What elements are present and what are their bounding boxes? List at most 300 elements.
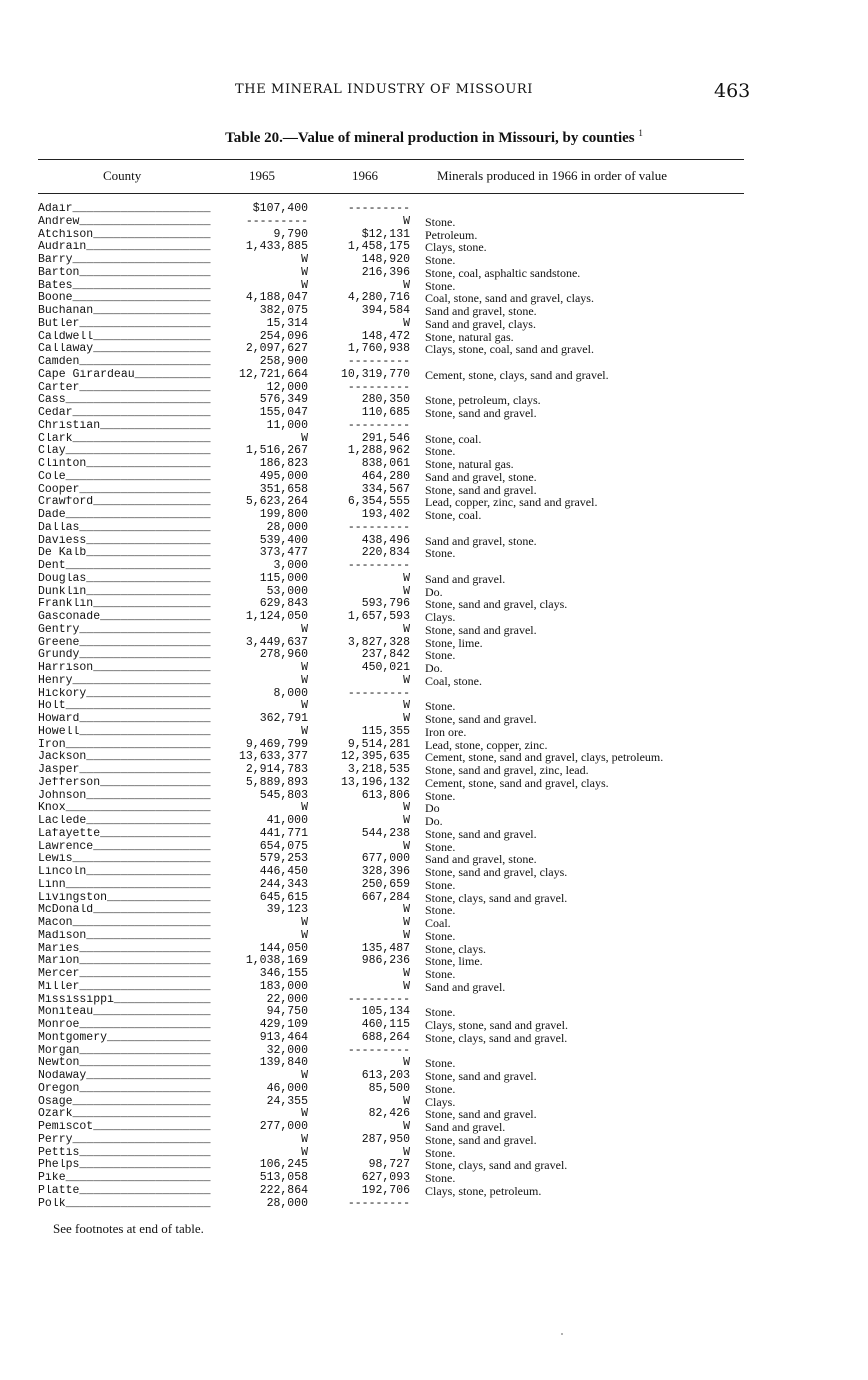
value-1966-cell: 85,500 bbox=[368, 1081, 410, 1095]
county-cell: Cole_____________________ bbox=[38, 470, 211, 483]
header-rule bbox=[38, 193, 744, 194]
county-cell: Grundy___________________ bbox=[38, 649, 211, 662]
county-cell: Andrew___________________ bbox=[38, 215, 211, 228]
col-header-1966: 1966 bbox=[352, 168, 378, 183]
table-row bbox=[0, 662, 868, 675]
table-row bbox=[0, 318, 868, 331]
county-cell: Johnson__________________ bbox=[38, 789, 211, 802]
minerals-cell: Cement, stone, sand and gravel, clays. bbox=[425, 775, 609, 790]
minerals-cell: Clays, stone. bbox=[425, 240, 487, 255]
value-1965-cell: 654,075 bbox=[259, 839, 308, 853]
minerals-cell: Stone, coal. bbox=[425, 508, 482, 522]
table-row bbox=[0, 509, 868, 522]
county-cell: Barton___________________ bbox=[38, 266, 211, 279]
minerals-cell: Stone, natural gas. bbox=[425, 329, 514, 344]
minerals-cell: Stone. bbox=[425, 1171, 456, 1185]
value-1965-cell: 139,840 bbox=[259, 1056, 308, 1070]
value-1966-cell: 3,218,535 bbox=[347, 763, 410, 776]
minerals-cell: Clays. bbox=[425, 1094, 456, 1109]
value-1965-cell: 9,790 bbox=[273, 227, 308, 241]
minerals-cell: Stone, clays, sand and gravel. bbox=[425, 1030, 568, 1045]
table-row bbox=[0, 917, 868, 930]
table-row bbox=[0, 573, 868, 586]
minerals-cell: Stone, sand and gravel, clays. bbox=[425, 865, 568, 879]
value-1965-cell: 106,245 bbox=[259, 1158, 308, 1172]
col-header-county: County bbox=[103, 168, 142, 183]
value-1965-cell: 441,771 bbox=[259, 826, 308, 840]
value-1966-cell: W bbox=[403, 316, 410, 330]
minerals-cell: Sand and gravel, stone. bbox=[425, 533, 537, 548]
value-1965-cell: W bbox=[301, 1107, 308, 1121]
county-cell: Platte___________________ bbox=[38, 1184, 211, 1197]
value-1965-cell: 199,800 bbox=[259, 508, 308, 521]
county-cell: Clark____________________ bbox=[38, 432, 211, 445]
county-cell: Boone____________________ bbox=[38, 292, 211, 305]
value-1965-cell: --------- bbox=[245, 214, 308, 228]
county-cell: Christian________________ bbox=[38, 419, 211, 432]
value-1965-cell: 495,000 bbox=[259, 469, 308, 483]
county-cell: Adair____________________ bbox=[38, 203, 211, 215]
county-cell: Clinton__________________ bbox=[38, 458, 211, 470]
value-1965-cell: $107,400 bbox=[252, 202, 308, 215]
county-cell: Knox_____________________ bbox=[38, 802, 211, 815]
value-1965-cell: 373,477 bbox=[259, 546, 308, 560]
county-cell: Pemiscot_________________ bbox=[38, 1121, 211, 1133]
minerals-cell: Lead, stone, copper, zinc. bbox=[425, 737, 548, 752]
value-1966-cell: 464,280 bbox=[361, 469, 410, 483]
value-1965-cell: 32,000 bbox=[266, 1043, 308, 1057]
value-1966-cell: 613,806 bbox=[361, 788, 410, 802]
county-cell: Miller___________________ bbox=[38, 980, 211, 993]
value-1966-cell: 105,134 bbox=[361, 1005, 410, 1019]
value-1966-cell: 986,236 bbox=[361, 954, 410, 968]
table-row bbox=[0, 1198, 868, 1211]
value-1965-cell: 446,450 bbox=[259, 865, 308, 878]
value-1966-cell: W bbox=[403, 903, 410, 917]
county-cell: Jefferson________________ bbox=[38, 776, 211, 789]
value-1966-cell: 677,000 bbox=[361, 852, 410, 866]
minerals-cell: Stone, natural gas. bbox=[425, 457, 514, 471]
value-1966-cell: 115,355 bbox=[361, 724, 410, 738]
table-row bbox=[0, 458, 868, 471]
minerals-cell: Sand and gravel. bbox=[425, 979, 506, 994]
value-1966-cell: W bbox=[403, 571, 410, 585]
col-header-1965: 1965 bbox=[249, 168, 275, 183]
value-1966-cell: 593,796 bbox=[361, 597, 410, 611]
value-1965-cell: 115,000 bbox=[259, 571, 308, 585]
value-1966-cell: W bbox=[403, 979, 410, 993]
value-1966-cell: W bbox=[403, 1056, 410, 1070]
county-cell: De Kalb__________________ bbox=[38, 547, 211, 560]
table-row bbox=[0, 1083, 868, 1096]
minerals-cell: Stone, clays, sand and gravel. bbox=[425, 1158, 568, 1173]
minerals-cell: Do. bbox=[425, 814, 443, 828]
minerals-cell: Coal, stone. bbox=[425, 673, 482, 688]
county-cell: Cape Girardeau___________ bbox=[38, 368, 211, 381]
table-row bbox=[0, 254, 868, 267]
minerals-cell: Stone. bbox=[425, 699, 456, 714]
value-1966-cell: --------- bbox=[347, 559, 410, 572]
value-1966-cell: --------- bbox=[347, 355, 410, 368]
county-cell: Perry____________________ bbox=[38, 1133, 211, 1146]
value-1966-cell: 10,319,770 bbox=[340, 367, 410, 381]
value-1966-cell: 544,238 bbox=[361, 826, 410, 840]
minerals-cell: Stone, sand and gravel, zinc, lead. bbox=[425, 763, 589, 777]
value-1965-cell: 539,400 bbox=[259, 533, 308, 547]
value-1966-cell: W bbox=[403, 1145, 410, 1159]
county-cell: Laclede__________________ bbox=[38, 815, 211, 827]
minerals-cell: Clays. bbox=[425, 610, 456, 624]
value-1965-cell: 46,000 bbox=[266, 1081, 308, 1095]
county-cell: Franklin_________________ bbox=[38, 598, 211, 611]
minerals-cell: Stone. bbox=[425, 444, 456, 459]
value-1966-cell: W bbox=[403, 673, 410, 687]
table-row bbox=[0, 764, 868, 777]
county-cell: Cedar____________________ bbox=[38, 407, 211, 419]
value-1966-cell: 192,706 bbox=[361, 1183, 410, 1197]
minerals-cell: Stone. bbox=[425, 253, 456, 267]
minerals-cell: Stone, clays, sand and gravel. bbox=[425, 890, 568, 905]
table-row bbox=[0, 203, 868, 216]
minerals-cell: Stone. bbox=[425, 1081, 456, 1096]
county-cell: Macon____________________ bbox=[38, 917, 211, 929]
value-1965-cell: 41,000 bbox=[266, 814, 308, 827]
value-1965-cell: 278,960 bbox=[259, 648, 308, 662]
value-1965-cell: 382,075 bbox=[259, 304, 308, 317]
county-cell: Callaway_________________ bbox=[38, 343, 211, 356]
minerals-cell: Coal, stone, sand and gravel, clays. bbox=[425, 291, 594, 306]
value-1966-cell: 12,395,635 bbox=[340, 750, 410, 764]
value-1966-cell: 237,842 bbox=[361, 648, 410, 662]
county-cell: Oregon___________________ bbox=[38, 1082, 211, 1095]
county-cell: Bates____________________ bbox=[38, 279, 211, 292]
table-row bbox=[0, 675, 868, 688]
county-cell: Hickory__________________ bbox=[38, 687, 211, 700]
table-row bbox=[0, 547, 868, 560]
value-1966-cell: 688,264 bbox=[361, 1030, 410, 1044]
table-row bbox=[0, 828, 868, 841]
value-1965-cell: 12,000 bbox=[266, 380, 308, 394]
table-row bbox=[0, 968, 868, 981]
county-cell: Jasper___________________ bbox=[38, 764, 211, 776]
value-1965-cell: 222,864 bbox=[259, 1183, 308, 1197]
value-1965-cell: W bbox=[301, 253, 308, 266]
table-row bbox=[0, 522, 868, 535]
county-cell: Madison__________________ bbox=[38, 929, 211, 942]
minerals-cell: Stone, sand and gravel, clays. bbox=[425, 597, 568, 612]
value-1965-cell: W bbox=[301, 724, 308, 738]
value-1965-cell: 183,000 bbox=[259, 979, 308, 993]
value-1965-cell: 576,349 bbox=[259, 393, 308, 407]
value-1966-cell: 280,350 bbox=[361, 393, 410, 407]
county-cell: Monroe___________________ bbox=[38, 1019, 211, 1031]
running-title: THE MINERAL INDUSTRY OF MISSOURI bbox=[235, 82, 534, 97]
county-cell: Barry____________________ bbox=[38, 254, 211, 266]
minerals-cell: Stone. bbox=[425, 278, 456, 293]
county-cell: Caldwell_________________ bbox=[38, 330, 211, 343]
minerals-cell: Sand and gravel, stone. bbox=[425, 852, 537, 867]
value-1965-cell: 94,750 bbox=[266, 1005, 308, 1019]
value-1965-cell: 645,615 bbox=[259, 890, 308, 904]
value-1966-cell: W bbox=[403, 916, 410, 929]
table-row bbox=[0, 1185, 868, 1198]
value-1966-cell: W bbox=[403, 839, 410, 853]
minerals-cell: Stone, sand and gravel. bbox=[425, 1132, 537, 1147]
minerals-cell: Sand and gravel, stone. bbox=[425, 469, 537, 484]
county-cell: Mississippi______________ bbox=[38, 993, 211, 1006]
table-row bbox=[0, 471, 868, 484]
county-cell: Dent_____________________ bbox=[38, 560, 211, 572]
footnote: See footnotes at end of table. bbox=[53, 1221, 204, 1236]
value-1965-cell: 1,433,885 bbox=[245, 240, 308, 254]
table-row bbox=[0, 1134, 868, 1147]
value-1966-cell: 3,827,328 bbox=[347, 635, 410, 649]
county-cell: Cooper___________________ bbox=[38, 483, 211, 496]
value-1965-cell: W bbox=[301, 916, 308, 929]
county-cell: Howell___________________ bbox=[38, 725, 211, 738]
county-cell: Daviess__________________ bbox=[38, 534, 211, 547]
value-1966-cell: 98,727 bbox=[368, 1158, 410, 1172]
table-row bbox=[0, 560, 868, 573]
page-speck bbox=[561, 1333, 563, 1335]
value-1966-cell: W bbox=[403, 814, 410, 827]
value-1966-cell: 6,354,555 bbox=[347, 495, 410, 509]
value-1965-cell: 2,914,783 bbox=[245, 763, 308, 776]
value-1966-cell: 613,203 bbox=[361, 1069, 410, 1082]
value-1965-cell: 155,047 bbox=[259, 406, 308, 419]
value-1966-cell: 216,396 bbox=[361, 265, 410, 279]
county-cell: Douglas__________________ bbox=[38, 572, 211, 585]
minerals-cell: Do. bbox=[425, 661, 443, 675]
value-1966-cell: 148,472 bbox=[361, 329, 410, 343]
county-cell: Cass_____________________ bbox=[38, 394, 211, 407]
value-1965-cell: 429,109 bbox=[259, 1018, 308, 1031]
minerals-cell: Clays, stone, petroleum. bbox=[425, 1183, 542, 1198]
minerals-cell: Stone. bbox=[425, 1056, 456, 1071]
value-1965-cell: 144,050 bbox=[259, 941, 308, 955]
table-row bbox=[0, 305, 868, 318]
value-1966-cell: 82,426 bbox=[368, 1107, 410, 1121]
minerals-cell: Clays, stone, sand and gravel. bbox=[425, 1018, 568, 1032]
value-1966-cell: --------- bbox=[347, 1043, 410, 1057]
value-1965-cell: W bbox=[301, 431, 308, 445]
value-1966-cell: 287,950 bbox=[361, 1132, 410, 1146]
minerals-cell: Stone, lime. bbox=[425, 954, 483, 969]
table-row bbox=[0, 369, 868, 382]
minerals-cell: Clays, stone, coal, sand and gravel. bbox=[425, 342, 594, 357]
value-1966-cell: 291,546 bbox=[361, 431, 410, 445]
value-1965-cell: 28,000 bbox=[266, 1196, 308, 1210]
value-1966-cell: --------- bbox=[347, 418, 410, 432]
col-header-minerals: Minerals produced in 1966 in order of value bbox=[437, 168, 667, 183]
value-1965-cell: 258,900 bbox=[259, 355, 308, 368]
value-1965-cell: 11,000 bbox=[266, 418, 308, 432]
table-row bbox=[0, 216, 868, 229]
county-cell: Moniteau_________________ bbox=[38, 1006, 211, 1019]
value-1965-cell: 28,000 bbox=[266, 520, 308, 534]
value-1966-cell: 838,061 bbox=[361, 457, 410, 470]
value-1965-cell: 4,188,047 bbox=[245, 291, 308, 305]
county-cell: Polk_____________________ bbox=[38, 1197, 211, 1210]
county-cell: Audrain__________________ bbox=[38, 241, 211, 254]
table-row bbox=[0, 930, 868, 943]
value-1966-cell: 250,659 bbox=[361, 877, 410, 891]
value-1965-cell: 8,000 bbox=[273, 686, 308, 700]
value-1966-cell: --------- bbox=[347, 992, 410, 1006]
minerals-cell: Stone, sand and gravel. bbox=[425, 1107, 537, 1122]
value-1966-cell: 1,458,175 bbox=[347, 240, 410, 254]
county-cell: Lawrence_________________ bbox=[38, 840, 211, 853]
county-cell: Carter___________________ bbox=[38, 381, 211, 394]
value-1965-cell: W bbox=[301, 661, 308, 674]
minerals-cell: Do bbox=[425, 801, 440, 816]
value-1965-cell: 244,343 bbox=[259, 877, 308, 891]
county-cell: Montgomery_______________ bbox=[38, 1031, 211, 1044]
minerals-cell: Sand and gravel. bbox=[425, 1120, 506, 1134]
table-title-text: Table 20.—Value of mineral production in Missouri, by counties bbox=[225, 130, 635, 146]
value-1966-cell: --------- bbox=[347, 520, 410, 534]
value-1965-cell: W bbox=[301, 699, 308, 713]
value-1965-cell: 1,124,050 bbox=[245, 610, 308, 623]
county-cell: Newton___________________ bbox=[38, 1057, 211, 1070]
table-row bbox=[0, 420, 868, 433]
footnote-ref: 1 bbox=[638, 128, 643, 138]
minerals-cell: Cement, stone, sand and gravel, clays, petroleum. bbox=[425, 750, 664, 765]
table-row bbox=[0, 866, 868, 879]
minerals-cell: Stone, sand and gravel. bbox=[425, 482, 537, 497]
value-1965-cell: 24,355 bbox=[266, 1094, 308, 1108]
table-row bbox=[0, 611, 868, 624]
county-cell: Atchison_________________ bbox=[38, 228, 211, 241]
minerals-cell: Stone. bbox=[425, 967, 456, 981]
minerals-cell: Stone. bbox=[425, 839, 456, 854]
minerals-cell: Stone, lime. bbox=[425, 635, 483, 650]
value-1966-cell: W bbox=[403, 801, 410, 815]
minerals-cell: Iron ore. bbox=[425, 724, 467, 739]
county-cell: Camden___________________ bbox=[38, 356, 211, 368]
county-cell: Phelps___________________ bbox=[38, 1159, 211, 1172]
table-row bbox=[0, 624, 868, 637]
top-rule bbox=[38, 159, 744, 160]
table-row bbox=[0, 1032, 868, 1045]
table-body bbox=[0, 203, 868, 1210]
minerals-cell: Stone. bbox=[425, 214, 456, 229]
value-1966-cell: 667,284 bbox=[361, 890, 410, 904]
table-row bbox=[0, 343, 868, 356]
value-1966-cell: W bbox=[403, 278, 410, 292]
county-cell: Clay_____________________ bbox=[38, 445, 211, 458]
value-1966-cell: 1,760,938 bbox=[347, 342, 410, 356]
value-1966-cell: $12,131 bbox=[361, 227, 410, 241]
table-row bbox=[0, 777, 868, 790]
value-1965-cell: 629,843 bbox=[259, 597, 308, 611]
county-cell: Nodaway__________________ bbox=[38, 1070, 211, 1082]
value-1966-cell: 450,021 bbox=[361, 661, 410, 674]
value-1966-cell: 627,093 bbox=[361, 1171, 410, 1184]
county-cell: Osage____________________ bbox=[38, 1095, 211, 1108]
county-cell: Marion___________________ bbox=[38, 955, 211, 968]
value-1965-cell: W bbox=[301, 265, 308, 279]
value-1965-cell: 346,155 bbox=[259, 967, 308, 980]
county-cell: Ozark____________________ bbox=[38, 1108, 211, 1121]
value-1966-cell: W bbox=[403, 928, 410, 942]
value-1966-cell: W bbox=[403, 214, 410, 228]
county-cell: Crawford_________________ bbox=[38, 496, 211, 509]
county-cell: Gentry___________________ bbox=[38, 623, 211, 636]
value-1966-cell: 110,685 bbox=[361, 406, 410, 419]
table-row bbox=[0, 407, 868, 420]
value-1965-cell: W bbox=[301, 1132, 308, 1146]
value-1966-cell: 1,288,962 bbox=[347, 444, 410, 458]
value-1965-cell: 579,253 bbox=[259, 852, 308, 866]
table-row bbox=[0, 356, 868, 369]
county-cell: Lewis____________________ bbox=[38, 853, 211, 866]
value-1965-cell: 9,469,799 bbox=[245, 737, 308, 751]
county-cell: Harrison_________________ bbox=[38, 662, 211, 674]
value-1965-cell: 362,791 bbox=[259, 712, 308, 725]
county-cell: Dallas___________________ bbox=[38, 521, 211, 534]
value-1965-cell: W bbox=[301, 622, 308, 636]
minerals-cell: Stone. bbox=[425, 928, 456, 943]
value-1966-cell: W bbox=[403, 699, 410, 713]
value-1965-cell: 545,803 bbox=[259, 788, 308, 802]
value-1966-cell: --------- bbox=[347, 380, 410, 394]
value-1965-cell: 3,449,637 bbox=[245, 635, 308, 649]
value-1965-cell: 513,058 bbox=[259, 1171, 308, 1184]
value-1965-cell: 913,464 bbox=[259, 1030, 308, 1044]
table-row bbox=[0, 1172, 868, 1185]
value-1965-cell: W bbox=[301, 673, 308, 687]
table-row bbox=[0, 1121, 868, 1134]
table-row bbox=[0, 815, 868, 828]
value-1966-cell: 220,834 bbox=[361, 546, 410, 560]
county-cell: Pettis___________________ bbox=[38, 1146, 211, 1159]
minerals-cell: Stone. bbox=[425, 877, 456, 892]
value-1966-cell: 193,402 bbox=[361, 508, 410, 521]
value-1965-cell: 5,889,893 bbox=[245, 775, 308, 789]
county-cell: Dunklin__________________ bbox=[38, 585, 211, 598]
value-1965-cell: 1,038,169 bbox=[245, 954, 308, 968]
table-title bbox=[0, 128, 868, 147]
value-1965-cell: 22,000 bbox=[266, 992, 308, 1006]
county-cell: Henry____________________ bbox=[38, 674, 211, 687]
minerals-cell: Stone, petroleum, clays. bbox=[425, 393, 541, 408]
minerals-cell: Stone. bbox=[425, 1005, 456, 1020]
page-number: 463 bbox=[714, 80, 751, 102]
county-cell: Howard___________________ bbox=[38, 713, 211, 725]
value-1965-cell: 254,096 bbox=[259, 329, 308, 343]
county-cell: Livingston_______________ bbox=[38, 891, 211, 904]
county-cell: Iron_____________________ bbox=[38, 738, 211, 751]
minerals-cell: Sand and gravel, clays. bbox=[425, 316, 536, 331]
value-1966-cell: --------- bbox=[347, 202, 410, 215]
minerals-cell: Do. bbox=[425, 584, 443, 599]
county-cell: Lincoln__________________ bbox=[38, 866, 211, 878]
value-1966-cell: --------- bbox=[347, 1196, 410, 1210]
county-cell: Linn_____________________ bbox=[38, 878, 211, 891]
value-1966-cell: 13,196,132 bbox=[340, 775, 410, 789]
value-1966-cell: 135,487 bbox=[361, 941, 410, 955]
value-1965-cell: 15,314 bbox=[266, 316, 308, 330]
minerals-cell: Sand and gravel, stone. bbox=[425, 304, 537, 318]
minerals-cell: Stone. bbox=[425, 788, 456, 803]
value-1966-cell: --------- bbox=[347, 686, 410, 700]
value-1966-cell: 9,514,281 bbox=[347, 737, 410, 751]
minerals-cell: Stone. bbox=[425, 648, 456, 663]
minerals-cell: Stone, sand and gravel. bbox=[425, 622, 537, 637]
table-row bbox=[0, 713, 868, 726]
value-1966-cell: W bbox=[403, 584, 410, 598]
